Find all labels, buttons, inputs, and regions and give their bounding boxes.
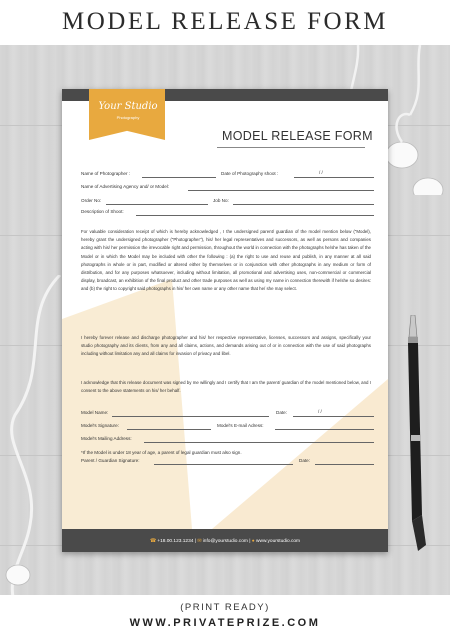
mailing-address-line[interactable] <box>144 442 374 443</box>
job-no-line[interactable] <box>233 204 374 205</box>
page-title: MODEL RELEASE FORM <box>61 8 389 35</box>
description-line[interactable] <box>136 215 374 216</box>
order-no-line[interactable] <box>106 204 208 205</box>
date-shoot-label: Date of Photography shoot : <box>221 171 279 176</box>
phone-icon: ☎ <box>149 539 156 544</box>
footer-web: www.yourstudio.com <box>256 539 301 544</box>
email-line[interactable] <box>275 429 374 430</box>
under-18-note: *If the Model is under 18 year of age, a parent of legal guardian must also sign. <box>81 450 242 455</box>
release-paragraph-2: I hereby forever release and discharge photographer and his/ her respective representative, licenses, successors and assigns, specifically your studio photography and its clients, from any and all claims, actions, and demands arising out of or in connection with the use of said photographs including without limitation any and all claims for invasion of privacy and libel. <box>81 335 371 357</box>
footer-phone: +18.00.123.1234 <box>157 539 194 544</box>
date1-line[interactable] <box>293 416 374 417</box>
date2-label: Date: <box>299 458 310 463</box>
title-divider <box>217 147 365 148</box>
model-name-line[interactable] <box>112 416 269 417</box>
footer-email: info@yourstudio.com <box>202 539 248 544</box>
model-signature-label: Model's Signature: <box>81 423 119 428</box>
date-shoot-slashes: / / <box>319 170 323 175</box>
decorative-triangles <box>62 279 388 529</box>
order-no-label: Order No: <box>81 198 102 203</box>
date-shoot-line[interactable] <box>294 177 374 178</box>
form-title: MODEL RELEASE FORM <box>222 129 373 143</box>
mailing-address-label: Model's Mailing Address: <box>81 436 132 441</box>
model-signature-line[interactable] <box>127 429 211 430</box>
photographer-label: Name of Photographer : <box>81 171 131 176</box>
description-label: Description of Shoot: <box>81 209 124 214</box>
release-paragraph-1: For valuable consideration receipt of which is hereby acknowledged , I the undersigned parent/ guardian of the model mention below ("Model), hereby grant the undersigned photographer ("Photographer"), his/ her legal representatives and successors, as well as persons and companies acting with his/ her permission the irrevocable right and permission, throughout the world in connection with the photographs he/she has taken of the Model or in which the Model may be included with other the following : (a) the right to use and reuse and publish, in any manner at all said photographs in whole or in part, modified or altered either by themselves or in conjunction with other photographs in any medium or form of distribution, and for any purposes whatsoever, including without limitation, all promotional and advertising uses, non-commercial or commercial display, broadcast, an exhibition of the final product and other trade purposes as well as using my name in connection therewith if he/she so desires: and (b) the right to copyright said photographs in his/ her own name or any other name that he/ she may select. <box>81 229 371 292</box>
photographer-line[interactable] <box>142 177 216 178</box>
date2-line[interactable] <box>315 464 374 465</box>
email-label: Model's E-mail Adress: <box>217 423 264 428</box>
print-ready-label: (PRINT READY) <box>180 602 270 613</box>
agency-line[interactable] <box>188 190 374 191</box>
studio-tagline: Photography <box>116 115 140 120</box>
guardian-signature-line[interactable] <box>154 464 293 465</box>
job-no-label: Job No: <box>213 198 229 203</box>
guardian-signature-label: Parent / Guardian Signature: <box>81 458 140 463</box>
studio-logo: Your Studio <box>98 101 158 112</box>
model-release-form-sheet <box>62 89 388 552</box>
cable-icon <box>0 275 70 595</box>
agency-label: Name of Advertising Agency and/ or Model: <box>81 184 170 189</box>
fountain-pen-icon <box>398 315 438 555</box>
date1-slashes: / / <box>318 409 322 414</box>
release-paragraph-3: I acknowledge that this release document was signed by me willingly and I certify that I am the parent/ guardian of the model mentioned below, and I consent to the above statements on his/ her behalf. <box>81 380 371 394</box>
website-link[interactable]: WWW.PRIVATEPRIZE.COM <box>129 617 321 629</box>
globe-icon: ● <box>251 539 255 544</box>
model-name-label: Model Name: <box>81 410 109 415</box>
date1-label: Date: <box>276 410 287 415</box>
mail-icon: ✉ <box>197 539 202 544</box>
footer-contact: ☎ +18.00.123.1234 | ✉ info@yourstudio.com | ● www.yourstudio.com <box>149 539 301 544</box>
